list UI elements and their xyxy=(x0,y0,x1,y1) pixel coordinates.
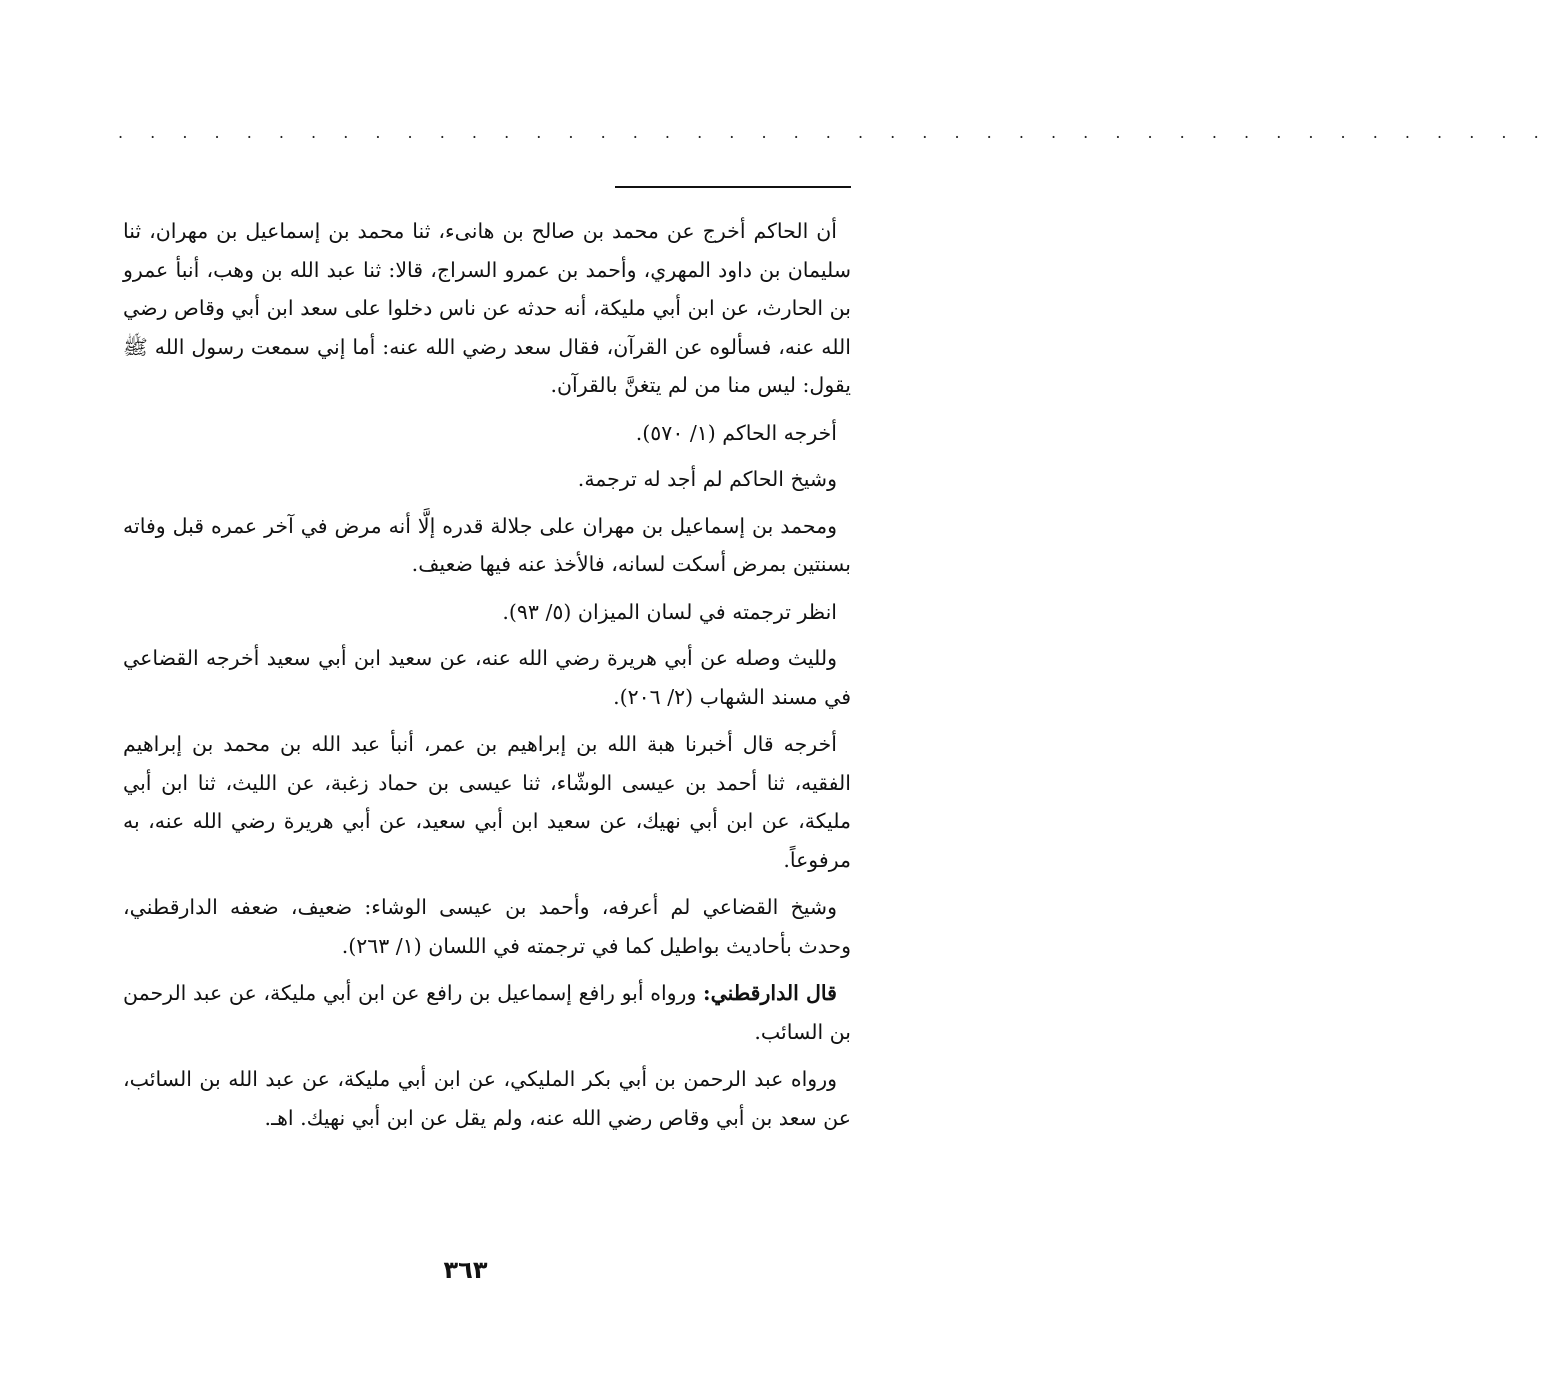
daraqutni-text: ورواه أبو رافع إسماعيل بن رافع عن ابن أبي مليكة، عن عبد الرحمن بن السائب. xyxy=(123,981,851,1044)
paragraph-closing: ورواه عبد الرحمن بن أبي بكر المليكي، عن ابن أبي مليكة، عن عبد الله بن السائب، عن سعد بن أبي وقاص رضي الله عنه، ولم يقل عن ابن أبي نهيك. اهـ. xyxy=(123,1067,851,1130)
page-number: ٣٦٣ xyxy=(443,1256,488,1284)
dotted-header-separator: . . . . . . . . . . . . . . . . . . . . . . . . . . . . . . . . . . . . . . . . . . . . . xyxy=(118,123,1550,142)
paragraph-ibn-mihran: ومحمد بن إسماعيل بن مهران على جلالة قدره إلَّا أنه مرض في آخر عمره قبل وفاته بسنتين بمرض أسكت لسانه، فالأخذ عنه فيها ضعيف. xyxy=(123,513,851,576)
paragraph-layth-wasl: ولليث وصله عن أبي هريرة رضي الله عنه، عن سعيد ابن أبي سعيد أخرجه القضاعي في مسند الشهاب (٢/ ٢٠٦). xyxy=(123,646,851,709)
footnote-rule xyxy=(615,186,851,188)
paragraph-qudai-sheikh: وشيخ القضاعي لم أعرفه، وأحمد بن عيسى الوشاء: ضعيف، ضعفه الدارقطني، وحدث بأحاديث بواطيل كما في ترجمته في اللسان (١/ ٢٦٣). xyxy=(123,895,851,958)
paragraph-qudai-isnad: أخرجه قال أخبرنا هبة الله بن إبراهيم بن عمر، أنبأ عبد الله بن محمد بن إبراهيم الفقيه، ثنا أحمد بن عيسى الوشّاء، ثنا عيسى بن حماد زغبة، عن الليث، ثنا ابن أبي مليكة، عن ابن أبي نهيك، عن سعيد ابن أبي سعيد، عن أبي هريرة رضي الله عنه، به مرفوعاً. xyxy=(123,732,851,872)
daraqutni-lead: قال الدارقطني: xyxy=(703,981,837,1005)
paragraph-hakim-isnad: أن الحاكم أخرج عن محمد بن صالح بن هانىء، ثنا محمد بن إسماعيل بن مهران، ثنا سليمان بن داود المهري، وأحمد بن عمرو السراج، قالا: ثنا عبد الله بن وهب، أنبأ عمرو بن الحارث، عن ابن أبي مليكة، أنه حدثه عن ناس دخلوا على سعد ابن أبي وقاص رضي الله عنه، فسألوه عن القرآن، فقال سعد رضي الله عنه: أما إني سمعت رسول الله ﷺ يقول: ليس منا من لم يتغنَّ بالقرآن. xyxy=(123,219,851,397)
paragraph-daraqutni xyxy=(123,974,851,1051)
page-body xyxy=(123,212,851,1146)
paragraph-lisan-reference: انظر ترجمته في لسان الميزان (٥/ ٩٣). xyxy=(502,599,837,624)
paragraph-hakim-sheikh: وشيخ الحاكم لم أجد له ترجمة. xyxy=(577,467,837,491)
paragraph-hakim-reference: أخرجه الحاكم (١/ ٥٧٠). xyxy=(635,420,837,445)
